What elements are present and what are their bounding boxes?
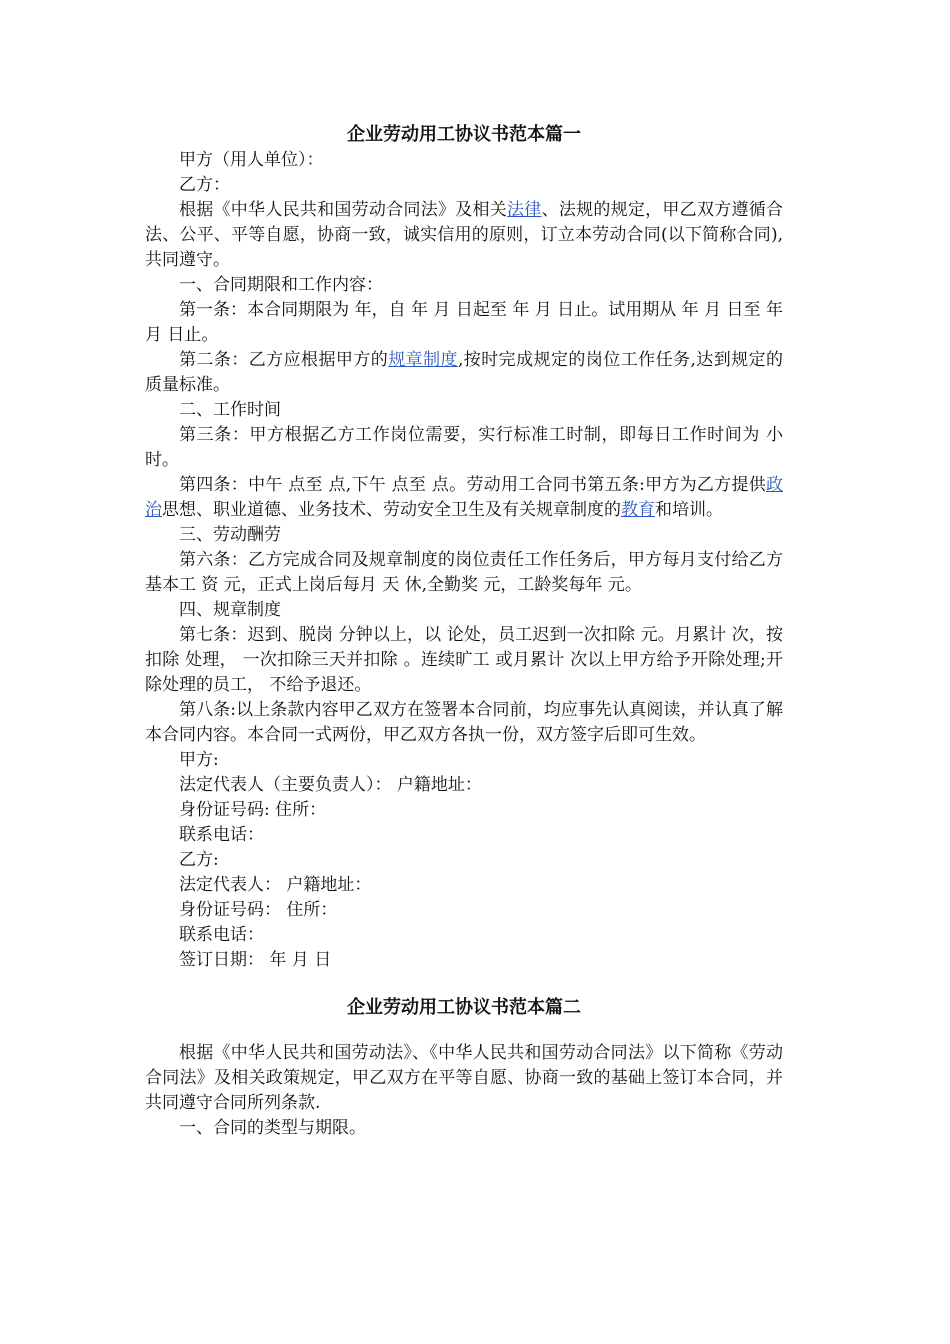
article-2-post: ,按时完成规定的岗位工作任务,达到规定的质量标准。 xyxy=(145,350,784,395)
sign-party-a-phone: 联系电话： xyxy=(179,825,264,845)
section-2-heading: 二、工作时间 xyxy=(179,400,281,420)
document-page xyxy=(145,122,783,1141)
party-b-line: 乙方： xyxy=(179,175,230,195)
document-title-1: 企业劳动用工协议书范本篇一 xyxy=(347,124,581,145)
politics-link[interactable]: 政治 xyxy=(145,475,783,520)
article-4 xyxy=(145,473,783,523)
intro-paragraph xyxy=(145,198,783,273)
sign-party-b-phone: 联系电话： xyxy=(179,925,264,945)
article-2-pre: 第二条：乙方应根据甲方的 xyxy=(179,350,389,370)
regulations-link[interactable]: 规章制度 xyxy=(388,350,458,370)
article-4-mid: 思想、职业道德、业务技术、劳动安全卫生及有关规章制度的 xyxy=(162,500,621,520)
sign-party-a-id: 身份证号码: 住所： xyxy=(179,800,327,820)
section-1-heading: 一、合同期限和工作内容： xyxy=(179,275,383,295)
sign-party-b-representative: 法定代表人： 户籍地址： xyxy=(179,875,372,895)
document-title-2: 企业劳动用工协议书范本篇二 xyxy=(347,997,581,1018)
sign-party-a-label: 甲方: xyxy=(179,750,219,770)
article-1: 第一条：本合同期限为 年，自 年 月 日起至 年 月 日止。试用期从 年 月 日至 年 月 日止。 xyxy=(145,300,783,345)
article-4-post: 和培训。 xyxy=(655,500,723,520)
part-2-intro: 根据《中华人民共和国劳动法》、《中华人民共和国劳动合同法》以下简称《劳动合同法》及相关政策规定，甲乙双方在平等自愿、协商一致的基础上签订本合同，并共同遵守合同所列条款. xyxy=(145,1043,783,1113)
article-8: 第八条:以上条款内容甲乙双方在签署本合同前，均应事先认真阅读，并认真了解本合同内容。本合同一式两份，甲乙双方各执一份，双方签字后即可生效。 xyxy=(145,700,783,745)
sign-party-b-id: 身份证号码： 住所： xyxy=(179,900,338,920)
sign-party-b-label: 乙方: xyxy=(179,850,219,870)
section-4-heading: 四、规章制度 xyxy=(179,600,281,620)
intro-text-post: 、法规的规定，甲乙双方遵循合法、公平、平等自愿，协商一致，诚实信用的原则，订立本劳动合同(以下简称合同),共同遵守。 xyxy=(145,200,784,270)
section-3-heading: 三、劳动酬劳 xyxy=(179,525,281,545)
party-a-line: 甲方（用人单位）： xyxy=(179,150,324,170)
article-7: 第七条：迟到、脱岗 分钟以上，以 论处，员工迟到一次扣除 元。月累计 次，按扣除 处理， 一次扣除三天并扣除 。连续旷工 或月累计 次以上甲方给予开除处理;开除处理的员工， 不给予退还。 xyxy=(145,625,783,695)
article-2 xyxy=(145,348,783,398)
intro-text-pre: 根据《中华人民共和国劳动合同法》及相关 xyxy=(179,200,508,220)
law-link[interactable]: 法律 xyxy=(507,200,542,220)
sign-date: 签订日期： 年 月 日 xyxy=(179,950,332,970)
part-2-section-1-heading: 一、合同的类型与期限。 xyxy=(179,1118,366,1138)
sign-party-a-representative: 法定代表人（主要负责人）： 户籍地址： xyxy=(179,775,482,795)
article-3: 第三条：甲方根据乙方工作岗位需要，实行标准工时制，即每日工作时间为 小时。 xyxy=(145,425,783,470)
article-4-pre: 第四条：中午 点至 点,下午 点至 点。劳动用工合同书第五条:甲方为乙方提供 xyxy=(179,475,766,495)
education-link[interactable]: 教育 xyxy=(621,500,655,520)
article-6: 第六条：乙方完成合同及规章制度的岗位责任工作任务后，甲方每月支付给乙方基本工 资 元，正式上岗后每月 天 休,全勤奖 元，工龄奖每年 元。 xyxy=(145,550,783,595)
